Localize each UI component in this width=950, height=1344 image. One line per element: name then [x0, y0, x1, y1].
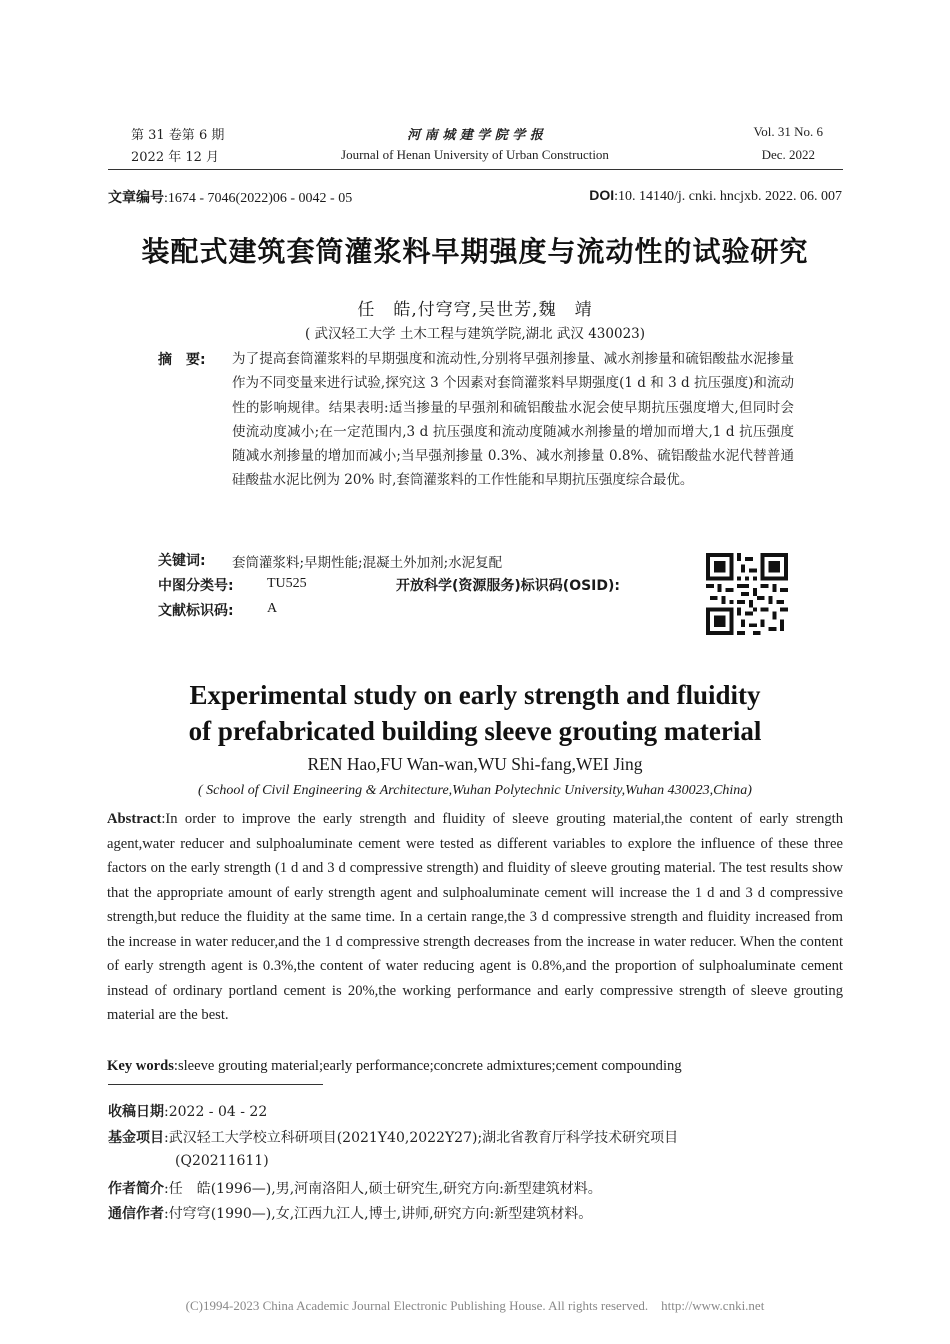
article-number [108, 187, 352, 207]
authors-en: REN Hao,FU Wan-wan,WU Shi-fang,WEI Jing [307, 754, 643, 774]
keywords-en [107, 1058, 682, 1075]
doi [589, 187, 842, 205]
date-en: Dec. 2022 [761, 147, 815, 162]
received-label: 收稿日期 [108, 1104, 164, 1120]
osid-label: 开放科学(资源服务)标识码(OSID): [396, 578, 621, 594]
affiliation-cn: ( 武汉轻工大学 土木工程与建筑学院,湖北 武汉 430023) [304, 326, 646, 342]
received-value: :2022 - 04 - 22 [164, 1104, 268, 1120]
abstract-en-label: Abstract [107, 811, 162, 827]
journal-title-cn: 河 南 城 建 学 院 学 报 [407, 128, 543, 143]
abstract-en [107, 807, 843, 1028]
corresponding-author [108, 1203, 592, 1223]
corresponding-author-label: 通信作者 [108, 1206, 164, 1222]
title-en-line-2: of prefabricated building sleeve grouting material [188, 716, 762, 746]
author-bio-label: 作者简介 [108, 1181, 164, 1197]
osid-qr-code-icon [706, 553, 788, 635]
doc-code-value: A [267, 601, 278, 616]
fund-project [108, 1127, 678, 1147]
doi-label: DOI [589, 187, 615, 203]
keywords-en-label: Key words [107, 1058, 174, 1074]
article-number-label: 文章编号 [108, 190, 164, 206]
doc-code-label: 文献标识码: [158, 603, 234, 619]
header-rule [108, 169, 843, 170]
fund-label: 基金项目 [108, 1130, 164, 1146]
copyright-watermark: (C)1994-2023 China Academic Journal Electronic Publishing House. All rights reserved. http://www.cnki.net [185, 1298, 765, 1313]
keywords-en-text: :sleeve grouting material;early performance;concrete admixtures;cement compounding [173, 1058, 682, 1074]
title-en-line-1: Experimental study on early strength and fluidity [189, 680, 761, 710]
abstract-cn-label: 摘 要: [158, 352, 206, 368]
clc-value: TU525 [267, 576, 307, 591]
author-bio-value: :任 皓(1996—),男,河南洛阳人,硕士研究生,研究方向:新型建筑材料。 [164, 1181, 602, 1197]
clc-label: 中图分类号: [158, 578, 234, 594]
abstract-en-text: :In order to improve the early strength and fluidity of sleeve grouting material,the content of early strength agent,water reducer and sulphoaluminate cement were tested as different variables to explore the influence of these three factors on the early strength (1 d and 3 d compressive strength) and fluidity of sleeve grouting material. The test results show that the appropriate amount of early strength agent and sulphoaluminate cement will increase the 1 d and 3 d compressive strength,but reduce the fluidity at the same time. In a certain range,the 3 d compressive strength and fluidity increased from the increase in water reducer,and the 1 d compressive strength decreases from the increase in water reducer. When the content of early strength agent is 0.3%,the content of water reducing agent is 0.8%,and the proportion of sulphoaluminate cement instead of ordinary portland cement is 20%,the working performance and early compressive strength of sleeve grouting material are the best. [107, 811, 843, 1023]
keywords-cn-label: 关键词: [158, 553, 206, 569]
volume-cn: 第 31 卷第 6 期 [131, 128, 225, 143]
date-cn: 2022 年 12 月 [131, 150, 220, 165]
footnote-rule [108, 1084, 323, 1085]
volume-en: Vol. 31 No. 6 [753, 124, 823, 139]
authors-cn: 任 皓,付穹穹,吴世芳,魏 靖 [357, 300, 593, 320]
author-bio [108, 1178, 602, 1198]
corresponding-author-value: :付穹穹(1990—),女,江西九江人,博士,讲师,研究方向:新型建筑材料。 [164, 1206, 593, 1222]
fund-value-line-2: (Q20211611) [175, 1153, 269, 1169]
received-date [108, 1101, 267, 1121]
keywords-cn-text: 套筒灌浆料;早期性能;混凝土外加剂;水泥复配 [232, 555, 503, 571]
title-cn: 装配式建筑套筒灌浆料早期强度与流动性的试验研究 [141, 235, 809, 268]
journal-title-en: Journal of Henan University of Urban Construction [341, 147, 609, 162]
article-number-value: :1674 - 7046(2022)06 - 0042 - 05 [164, 191, 353, 206]
fund-value: :武汉轻工大学校立科研项目(2021Y40,2022Y27);湖北省教育厅科学技术研究项目 [164, 1130, 679, 1146]
doi-value: :10. 14140/j. cnki. hncjxb. 2022. 06. 007 [614, 189, 842, 204]
abstract-cn-text: 为了提高套筒灌浆料的早期强度和流动性,分别将早强剂掺量、减水剂掺量和硫铝酸盐水泥掺量作为不同变量来进行试验,探究这 3 个因素对套筒灌浆料早期强度(1 d 和 3 d 抗压强度)和流动性的影响规律。结果表明:适当掺量的早强剂和硫铝酸盐水泥会使早期抗压强度增大,但同时会使流动度减小;在一定范围内,3 d 抗压强度和流动度随减水剂掺量的增加而增大,1 d 抗压强度随减水剂掺量的增加而减小;当早强剂掺量 0.3%、减水剂掺量 0.8%、硫铝酸盐水泥代替普通硅酸盐水泥比例为 20% 时,套筒灌浆料的工作性能和早期抗压强度综合最优。 [232, 351, 794, 489]
affiliation-en: ( School of Civil Engineering & Architecture,Wuhan Polytechnic University,Wuhan 430023,China) [198, 783, 752, 798]
